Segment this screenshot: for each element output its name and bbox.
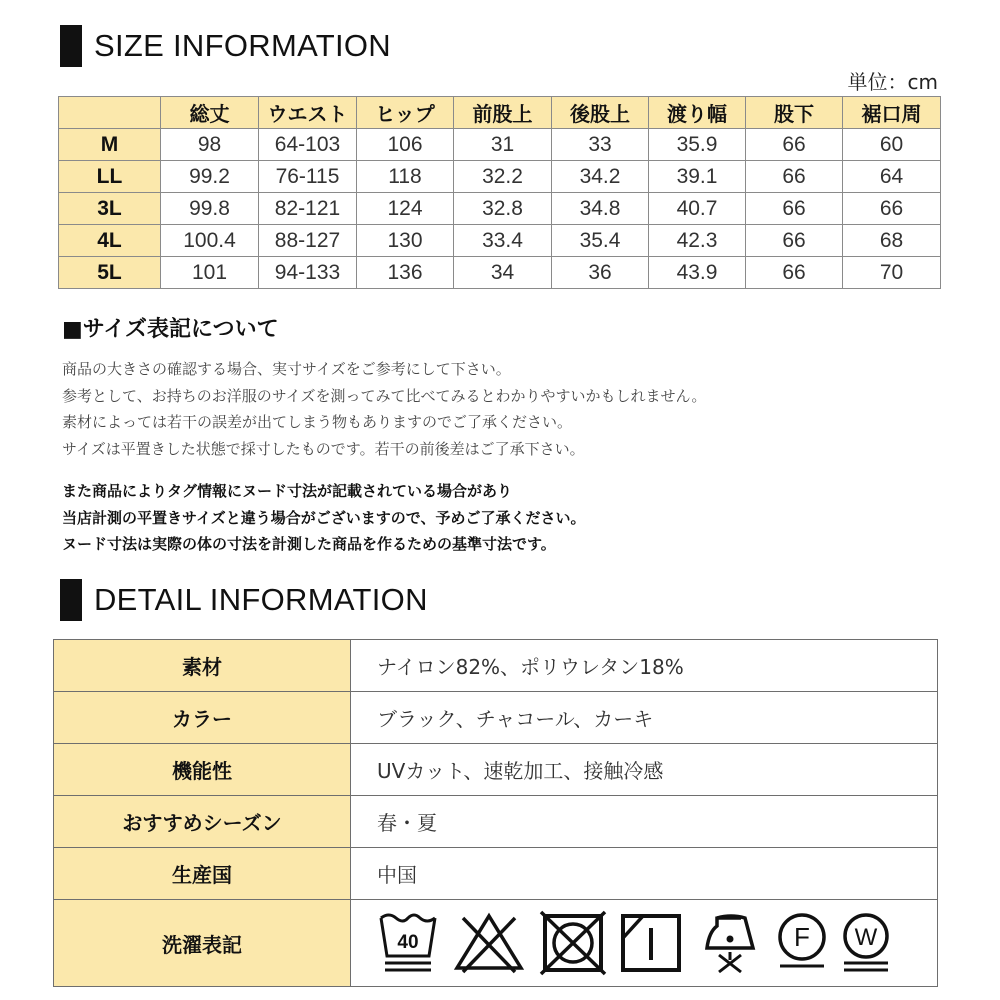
size-information-title: SIZE INFORMATION (94, 28, 391, 63)
table-cell: 34.2 (552, 161, 649, 193)
table-cell: 33 (552, 129, 649, 161)
table-cell: 36 (552, 257, 649, 289)
detail-row-origin (54, 848, 938, 900)
detail-row-material (54, 640, 938, 692)
column-header: 渡り幅 (649, 97, 746, 129)
column-header: 前股上 (454, 97, 552, 129)
detail-information-header (60, 579, 428, 621)
column-header: ヒップ (357, 97, 454, 129)
table-cell: 76-115 (259, 161, 357, 193)
table-cell: 99.2 (161, 161, 259, 193)
table-cell: 66 (746, 161, 843, 193)
column-header: 総丈 (161, 97, 259, 129)
table-cell: 31 (454, 129, 552, 161)
line-dry-shade-icon (619, 910, 685, 976)
table-cell: 32.2 (454, 161, 552, 193)
table-cell: 66 (746, 129, 843, 161)
table-row (59, 225, 941, 257)
note-line: サイズは平置きした状態で採寸したものです。若干の前後差はご了承下さい。 (62, 439, 585, 458)
size-label: 5L (59, 257, 161, 289)
size-table (58, 96, 941, 289)
table-row (59, 161, 941, 193)
header-bar (60, 25, 82, 67)
size-label: M (59, 129, 161, 161)
table-cell: 101 (161, 257, 259, 289)
dry-clean-f-icon (775, 910, 829, 976)
bold-note-line: ヌード寸法は実際の体の寸法を計測した商品を作るための基準寸法です。 (62, 535, 556, 553)
table-cell: 66 (746, 193, 843, 225)
detail-value: 中国 (351, 848, 938, 900)
table-cell: 106 (357, 129, 454, 161)
detail-label: 生産国 (54, 848, 351, 900)
table-cell: 43.9 (649, 257, 746, 289)
table-row (59, 257, 941, 289)
unit-label: 単位：cm (847, 70, 938, 94)
header-bar (60, 579, 82, 621)
note-line: 商品の大きさの確認する場合、実寸サイズをご参考にして下さい。 (62, 360, 511, 378)
no-bleach-icon (453, 910, 525, 976)
table-cell: 42.3 (649, 225, 746, 257)
detail-value: ナイロン82%、ポリウレタン18% (351, 640, 938, 692)
wet-clean-w-icon (839, 910, 893, 976)
wash-tub-40-gentle-icon (377, 910, 439, 976)
column-header: 後股上 (552, 97, 649, 129)
size-information-header (60, 25, 391, 67)
note-line: 参考として、お持ちのお洋服のサイズを測ってみて比べてみるとわかりやすいかもしれません。 (62, 386, 707, 405)
table-cell: 98 (161, 129, 259, 161)
table-cell: 40.7 (649, 193, 746, 225)
table-cell: 35.9 (649, 129, 746, 161)
table-cell: 124 (357, 193, 454, 225)
size-table-header-row (59, 97, 941, 129)
detail-label: 素材 (54, 640, 351, 692)
table-cell: 64 (843, 161, 941, 193)
table-cell: 66 (746, 225, 843, 257)
detail-row-season (54, 796, 938, 848)
detail-label: 機能性 (54, 744, 351, 796)
iron-low-no-steam-icon (701, 910, 761, 976)
detail-value: 春・夏 (351, 796, 938, 848)
table-cell: 64-103 (259, 129, 357, 161)
size-label: 4L (59, 225, 161, 257)
detail-row-color (54, 692, 938, 744)
bold-note-line: また商品によりタグ情報にヌード寸法が記載されている場合があり (62, 482, 513, 500)
table-row (59, 193, 941, 225)
wet-clean-letter: W (854, 924, 878, 951)
column-header: 裾口周 (843, 97, 941, 129)
table-cell: 130 (357, 225, 454, 257)
detail-row-function (54, 744, 938, 796)
wash-temperature: 40 (397, 932, 419, 953)
size-notes-heading: ■サイズ表記について (62, 317, 279, 342)
table-cell: 100.4 (161, 225, 259, 257)
table-cell: 34 (454, 257, 552, 289)
care-icons-cell (351, 900, 938, 987)
detail-information-title: DETAIL INFORMATION (94, 582, 428, 617)
table-cell: 32.8 (454, 193, 552, 225)
detail-table (53, 639, 938, 987)
table-cell: 82-121 (259, 193, 357, 225)
care-icons (377, 910, 937, 976)
table-cell: 60 (843, 129, 941, 161)
table-row (59, 129, 941, 161)
table-cell: 35.4 (552, 225, 649, 257)
detail-value: ブラック、チャコール、カーキ (351, 692, 938, 744)
dry-clean-letter: F (794, 922, 810, 952)
table-cell: 88-127 (259, 225, 357, 257)
table-cell: 68 (843, 225, 941, 257)
size-label: LL (59, 161, 161, 193)
size-notes-text (62, 356, 706, 462)
detail-value: UVカット、速乾加工、接触冷感 (351, 744, 938, 796)
nude-size-notes (62, 478, 586, 558)
detail-row-care (54, 900, 938, 987)
table-cell: 33.4 (454, 225, 552, 257)
table-cell: 136 (357, 257, 454, 289)
table-cell: 118 (357, 161, 454, 193)
size-table-corner (59, 97, 161, 129)
table-cell: 39.1 (649, 161, 746, 193)
table-cell: 70 (843, 257, 941, 289)
table-cell: 66 (843, 193, 941, 225)
detail-label: カラー (54, 692, 351, 744)
note-line: 素材によっては若干の誤差が出てしまう物もありますのでご了承ください。 (62, 413, 573, 431)
detail-label: おすすめシーズン (54, 796, 351, 848)
table-cell: 66 (746, 257, 843, 289)
column-header: 股下 (746, 97, 843, 129)
no-tumble-dry-icon (537, 910, 609, 976)
table-cell: 94-133 (259, 257, 357, 289)
bold-note-line: 当店計測の平置きサイズと違う場合がございますので、予めご了承ください。 (62, 508, 586, 527)
care-label: 洗濯表記 (54, 900, 351, 987)
table-cell: 34.8 (552, 193, 649, 225)
column-header: ウエスト (259, 97, 357, 129)
size-label: 3L (59, 193, 161, 225)
table-cell: 99.8 (161, 193, 259, 225)
